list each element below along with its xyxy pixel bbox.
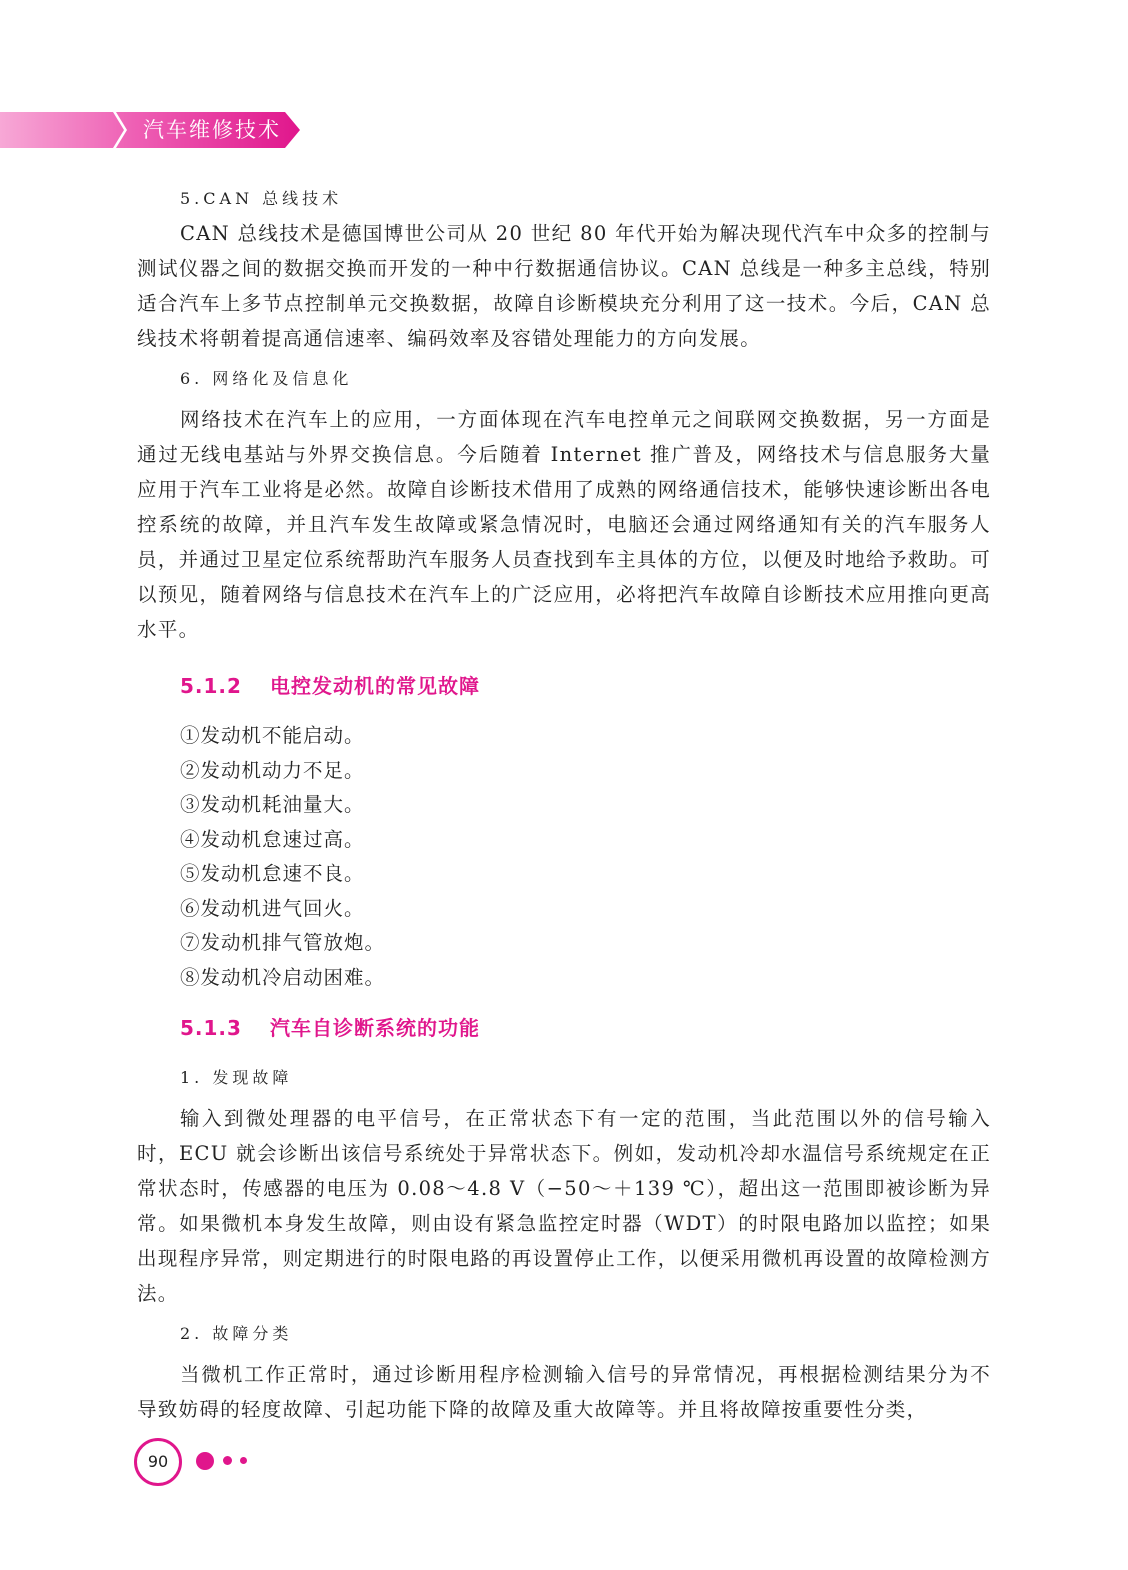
section-number: 5.1.3: [180, 1016, 242, 1040]
page-number: 90: [134, 1438, 182, 1486]
list-item: ③发动机耗油量大。: [180, 793, 365, 816]
section-title: 汽车自诊断系统的功能: [269, 1016, 480, 1040]
page-body: [137, 182, 991, 1427]
list-item: ⑧发动机冷启动困难。: [180, 965, 386, 989]
paragraph-classify: 当微机工作正常时，通过诊断用程序检测输入信号的异常情况，再根据检测结果分为不导致妨碍的轻度故障、引起功能下降的故障及重大故障等。并且将故障按重要性分类，: [137, 1363, 991, 1421]
subheading-classify: 2. 故障分类: [180, 1324, 293, 1343]
fault-list: [180, 719, 991, 995]
section-heading-5-1-2: [180, 653, 991, 719]
list-item: ②发动机动力不足。: [180, 758, 365, 782]
list-item: ④发动机怠速过高。: [180, 827, 365, 851]
decorative-dot-medium: [223, 1456, 232, 1465]
list-item: ⑦发动机排气管放炮。: [180, 931, 386, 954]
section-title: 电控发动机的常见故障: [269, 674, 480, 698]
subheading-can: 5.CAN 总线技术: [180, 189, 343, 208]
decorative-dot-large: [196, 1452, 214, 1470]
running-header-title: 汽车维修技术: [143, 118, 281, 142]
section-heading-5-1-3: [180, 995, 991, 1061]
paragraph-can: CAN 总线技术是德国博世公司从 20 世纪 80 年代开始为解决现代汽车中众多的控制与测试仪器之间的数据交换而开发的一种中行数据通信协议。CAN 总线是一种多主总线，特别适合汽车上多节点控制单元交换数据，故障自诊断模块充分利用了这一技术。今后，CAN 总线技术将朝着提高通信速率、编码效率及容错处理能力的方向发展。: [137, 222, 991, 350]
list-item: ①发动机不能启动。: [180, 724, 365, 747]
subheading-network: 6. 网络化及信息化: [180, 369, 353, 388]
decorative-dot-small: [240, 1457, 247, 1464]
subheading-detect: 1. 发现故障: [180, 1068, 293, 1087]
list-item: ⑥发动机进气回火。: [180, 896, 365, 920]
list-item: ⑤发动机怠速不良。: [180, 862, 365, 885]
paragraph-detect: 输入到微处理器的电平信号，在正常状态下有一定的范围，当此范围以外的信号输入时，ECU 就会诊断出该信号系统处于异常状态下。例如，发动机冷却水温信号系统规定在正常状态时，传感器的电压为 0.08～4.8 V（−50～＋139 ℃），超出这一范围即被诊断为异常。如果微机本身发生故障，则由设有紧急监控定时器（WDT）的时限电路加以监控；如果出现程序异常，则定期进行的时限电路的再设置停止工作，以便采用微机再设置的故障检测方法。: [137, 1107, 991, 1305]
paragraph-network: 网络技术在汽车上的应用，一方面体现在汽车电控单元之间联网交换数据，另一方面是通过无线电基站与外界交换信息。今后随着 Internet 推广普及，网络技术与信息服务大量应用于汽车工业将是必然。故障自诊断技术借用了成熟的网络通信技术，能够快速诊断出各电控系统的故障，并且汽车发生故障或紧急情况时，电脑还会通过网络通知有关的汽车服务人员，并通过卫星定位系统帮助汽车服务人员查找到车主具体的方位，以便及时地给予救助。可以预见，随着网络与信息技术在汽车上的广泛应用，必将把汽车故障自诊断技术应用推向更高水平。: [137, 408, 991, 641]
section-number: 5.1.2: [180, 674, 242, 698]
